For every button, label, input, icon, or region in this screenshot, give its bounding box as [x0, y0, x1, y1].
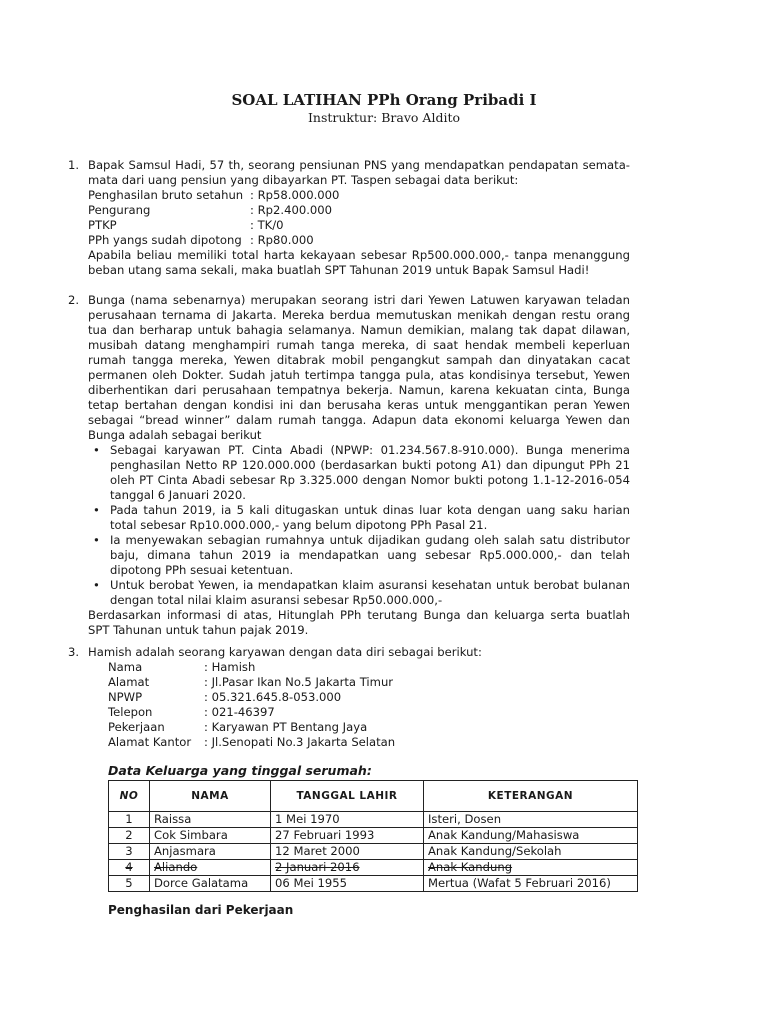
data-label: PPh yangs sudah dipotong	[88, 233, 242, 247]
table-row	[109, 860, 638, 876]
question-1	[68, 158, 630, 278]
data-label: Nama	[108, 660, 143, 674]
header-nama: NAMA	[150, 781, 271, 812]
data-value: : Jl.Pasar Ikan No.5 Jakarta Timur	[204, 675, 394, 689]
data-label: Alamat Kantor	[108, 735, 192, 749]
data-row	[88, 203, 630, 218]
cell-keterangan: Anak Kandung/Sekolah	[424, 844, 638, 860]
data-row	[108, 660, 630, 675]
cell-no: 1	[109, 812, 150, 828]
question-intro: Hamish adalah seorang karyawan dengan data diri sebagai berikut:	[88, 645, 482, 659]
cell-tanggal: 1 Mei 1970	[271, 812, 424, 828]
question-intro: Bunga (nama sebenarnya) merupakan seorang istri dari Yewen Latuwen karyawan teladan perusahaan ternama di Jakarta. Mereka berdua memutuskan menikah dengan restu orang tua dan berharap untuk bahagia selamanya. Namun demikian, malang tak dapat dilawan, musibah datang menghampiri rumah tanga mereka, di saat hendak membeli keperluan rumah tangga mereka, Yewen ditabrak mobil pengangkut sampah dan dinyatakan cacat permanen oleh Dokter. Sudah jatuh tertimpa tangga pula, atas kondisinya tersebut, Yewen diberhentikan dari perusahaan tempatnya bekerja. Namun, karena kekuatan cinta, Bunga tetap bertahan dengan kondisi ini dan berusaha keras untuk menggantikan peran Yewen sebagai “bread winner” dalam rumah tangga. Adapun data ekonomi keluarga Yewen dan Bunga adalah sebagai berikut	[88, 293, 630, 442]
list-item: • Pada tahun 2019, ia 5 kali ditugaskan untuk dinas luar kota dengan uang saku harian total sebesar Rp10.000.000,- yang belum dipotong PPh Pasal 21.	[88, 503, 630, 533]
table-row	[109, 844, 638, 860]
data-row	[88, 218, 630, 233]
data-row	[108, 720, 630, 735]
question-closing: Berdasarkan informasi di atas, Hitunglah PPh terutang Bunga dan keluarga serta buatlah SPT Tahunan untuk tahun pajak 2019.	[88, 608, 630, 637]
table-header-row	[109, 781, 638, 812]
cell-nama: Anjasmara	[150, 844, 271, 860]
question-2	[68, 293, 630, 638]
document-title: SOAL LATIHAN PPh Orang Pribadi I	[231, 91, 537, 109]
family-table-title: Data Keluarga yang tinggal serumah:	[108, 763, 372, 778]
bullet-list	[88, 443, 630, 608]
table-row	[109, 812, 638, 828]
cell-no: 3	[109, 844, 150, 860]
data-label: Penghasilan bruto setahun	[88, 188, 244, 202]
data-value: : Jl.Senopati No.3 Jakarta Selatan	[204, 735, 396, 749]
data-value: : Rp58.000.000	[250, 188, 340, 202]
question-number: 1.	[68, 158, 80, 172]
cell-keterangan: Mertua (Wafat 5 Februari 2016)	[424, 876, 638, 892]
data-label: Pengurang	[88, 203, 151, 217]
cell-no: 2	[109, 828, 150, 844]
cell-tanggal: 27 Februari 1993	[271, 828, 424, 844]
data-label: NPWP	[108, 690, 143, 704]
data-row	[88, 233, 630, 248]
cell-no: 5	[109, 876, 150, 892]
data-label: Telepon	[108, 705, 153, 719]
data-row	[108, 690, 630, 705]
header-keterangan: KETERANGAN	[424, 781, 638, 812]
list-item: • Untuk berobat Yewen, ia mendapatkan klaim asuransi kesehatan untuk berobat bulanan dengan total nilai klaim asuransi sebesar Rp50.000.000,-	[88, 578, 630, 608]
data-label: Pekerjaan	[108, 720, 165, 734]
data-value: : 05.321.645.8-053.000	[204, 690, 342, 704]
data-row	[108, 675, 630, 690]
personal-data	[88, 660, 630, 750]
family-table	[108, 780, 638, 892]
data-row	[108, 735, 630, 750]
list-item: • Sebagai karyawan PT. Cinta Abadi (NPWP: 01.234.567.8-910.000). Bunga menerima penghasilan Netto RP 120.000.000 (berdasarkan bukti potong A1) dan dipungut PPh 21 oleh PT Cinta Abadi sebesar Rp 3.325.000 dengan Nomor bukti potong 1.1-12-2016-054 tanggal 6 Januari 2020.	[88, 443, 630, 503]
data-value: : Rp2.400.000	[250, 203, 333, 217]
header-no: NO	[109, 781, 150, 812]
question-number: 3.	[68, 645, 80, 659]
data-row	[108, 705, 630, 720]
table-row	[109, 828, 638, 844]
section-heading: Penghasilan dari Pekerjaan	[108, 903, 294, 917]
header-tanggal-lahir: TANGGAL LAHIR	[271, 781, 424, 812]
data-value: : 021-46397	[204, 705, 275, 719]
data-value: : Rp80.000	[250, 233, 314, 247]
cell-keterangan: Anak Kandung	[424, 860, 638, 876]
table-row	[109, 876, 638, 892]
question-number: 2.	[68, 293, 80, 307]
cell-no: 4	[109, 860, 150, 876]
cell-nama: Aliando	[150, 860, 271, 876]
data-value: : TK/0	[250, 218, 284, 232]
question-intro: Bapak Samsul Hadi, 57 th, seorang pensiunan PNS yang mendapatkan pendapatan semata-mata dari uang pensiun yang dibayarkan PT. Taspen sebagai data berikut:	[88, 158, 630, 187]
cell-keterangan: Anak Kandung/Mahasiswa	[424, 828, 638, 844]
data-label: PTKP	[88, 218, 117, 232]
cell-nama: Dorce Galatama	[150, 876, 271, 892]
cell-tanggal: 12 Maret 2000	[271, 844, 424, 860]
cell-tanggal: 06 Mei 1955	[271, 876, 424, 892]
instructor-line: Instruktur: Bravo Aldito	[307, 110, 460, 125]
data-row	[88, 188, 630, 203]
data-label: Alamat	[108, 675, 150, 689]
cell-keterangan: Isteri, Dosen	[424, 812, 638, 828]
list-item: • Ia menyewakan sebagian rumahnya untuk dijadikan gudang oleh salah satu distributor baju, dimana tahun 2019 ia mendapatkan uang sebesar Rp5.000.000,- dan telah dipotong PPh sesuai ketentuan.	[88, 533, 630, 578]
data-value: : Karyawan PT Bentang Jaya	[204, 720, 368, 734]
cell-tanggal: 2 Januari 2016	[271, 860, 424, 876]
cell-nama: Raissa	[150, 812, 271, 828]
data-value: : Hamish	[204, 660, 256, 674]
cell-nama: Cok Simbara	[150, 828, 271, 844]
question-3	[68, 645, 630, 750]
question-closing: Apabila beliau memiliki total harta kekayaan sebesar Rp500.000.000,- tanpa menanggung beban utang sama sekali, maka buatlah SPT Tahunan 2019 untuk Bapak Samsul Hadi!	[88, 248, 630, 277]
